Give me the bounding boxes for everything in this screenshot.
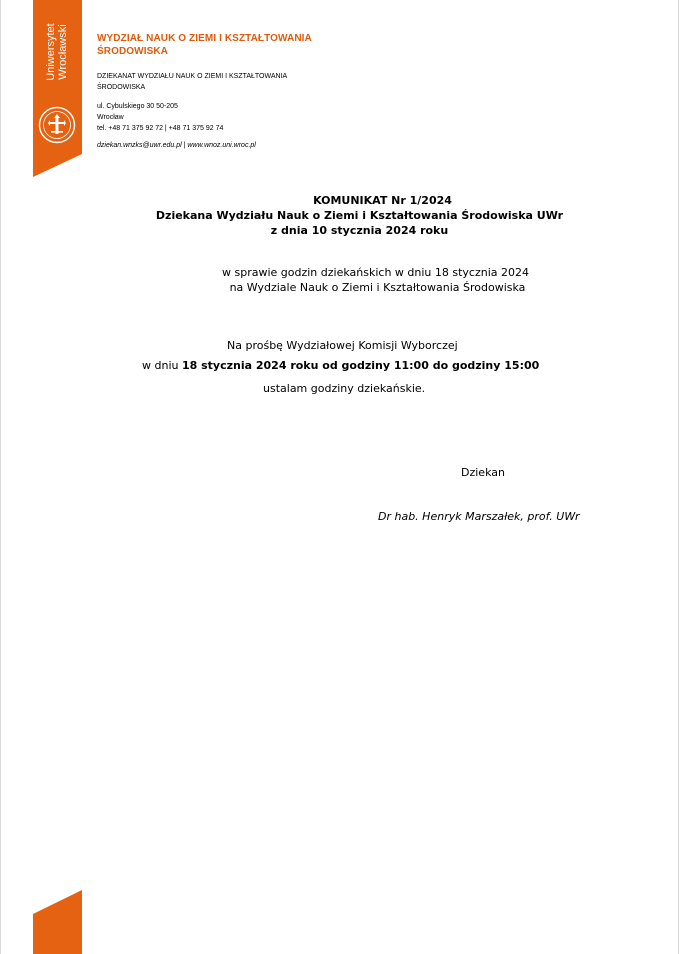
signatory-name: Dr hab. Henryk Marszałek, prof. UWr — [378, 510, 580, 523]
subject-line2: na Wydziale Nauk o Ziemi i Kształtowania Środowiska — [229, 281, 526, 294]
deanery-line1: DZIEKANAT WYDZIAŁU NAUK O ZIEMI I KSZTAŁTOWANIA — [97, 73, 288, 80]
address-street: ul. Cybulskiego 30 50-205 — [97, 103, 178, 110]
faculty-title-line1: WYDZIAŁ NAUK O ZIEMI I KSZTAŁTOWANIA — [97, 33, 312, 44]
body-line1: Na prośbę Wydziałowej Komisji Wyborczej — [227, 339, 458, 352]
university-name — [45, 23, 69, 80]
page-edge-left — [0, 0, 1, 954]
university-name-line1: Uniwersytet — [45, 23, 57, 81]
body-line2 — [142, 359, 539, 372]
contact-line: dziekan.wnzks@uwr.edu.pl | www.wnoz.uni.wroc.pl — [97, 142, 256, 149]
university-logo-band — [33, 0, 82, 177]
footer-orange-decoration — [33, 890, 82, 954]
faculty-title — [97, 32, 357, 58]
deanery-line2: ŚRODOWISKA — [97, 84, 146, 91]
letterhead — [97, 32, 357, 151]
document-heading — [0, 193, 679, 238]
signatory-title: Dziekan — [461, 466, 505, 479]
body-line2-prefix: w dniu — [142, 359, 182, 372]
address-block — [97, 101, 357, 134]
heading-line1: KOMUNIKAT Nr 1/2024 — [313, 194, 452, 207]
subject-line1: w sprawie godzin dziekańskich w dniu 18 stycznia 2024 — [221, 266, 530, 279]
body-line3: ustalam godziny dziekańskie. — [263, 382, 426, 395]
deanery-name — [97, 71, 357, 93]
phone-numbers: tel. +48 71 375 92 72 | +48 71 375 92 74 — [97, 125, 224, 132]
faculty-title-line2: ŚRODOWISKA — [97, 46, 168, 57]
document-subject — [0, 265, 679, 295]
body-line2-bold: 18 stycznia 2024 roku od godziny 11:00 do godziny 15:00 — [181, 359, 540, 372]
university-name-line2: Wrocławski — [57, 24, 69, 80]
heading-line3: z dnia 10 stycznia 2024 roku — [270, 224, 449, 237]
university-seal-icon — [38, 106, 76, 144]
address-city: Wrocław — [97, 114, 124, 121]
heading-line2: Dziekana Wydziału Nauk o Ziemi i Kształtowania Środowiska UWr — [155, 209, 564, 222]
